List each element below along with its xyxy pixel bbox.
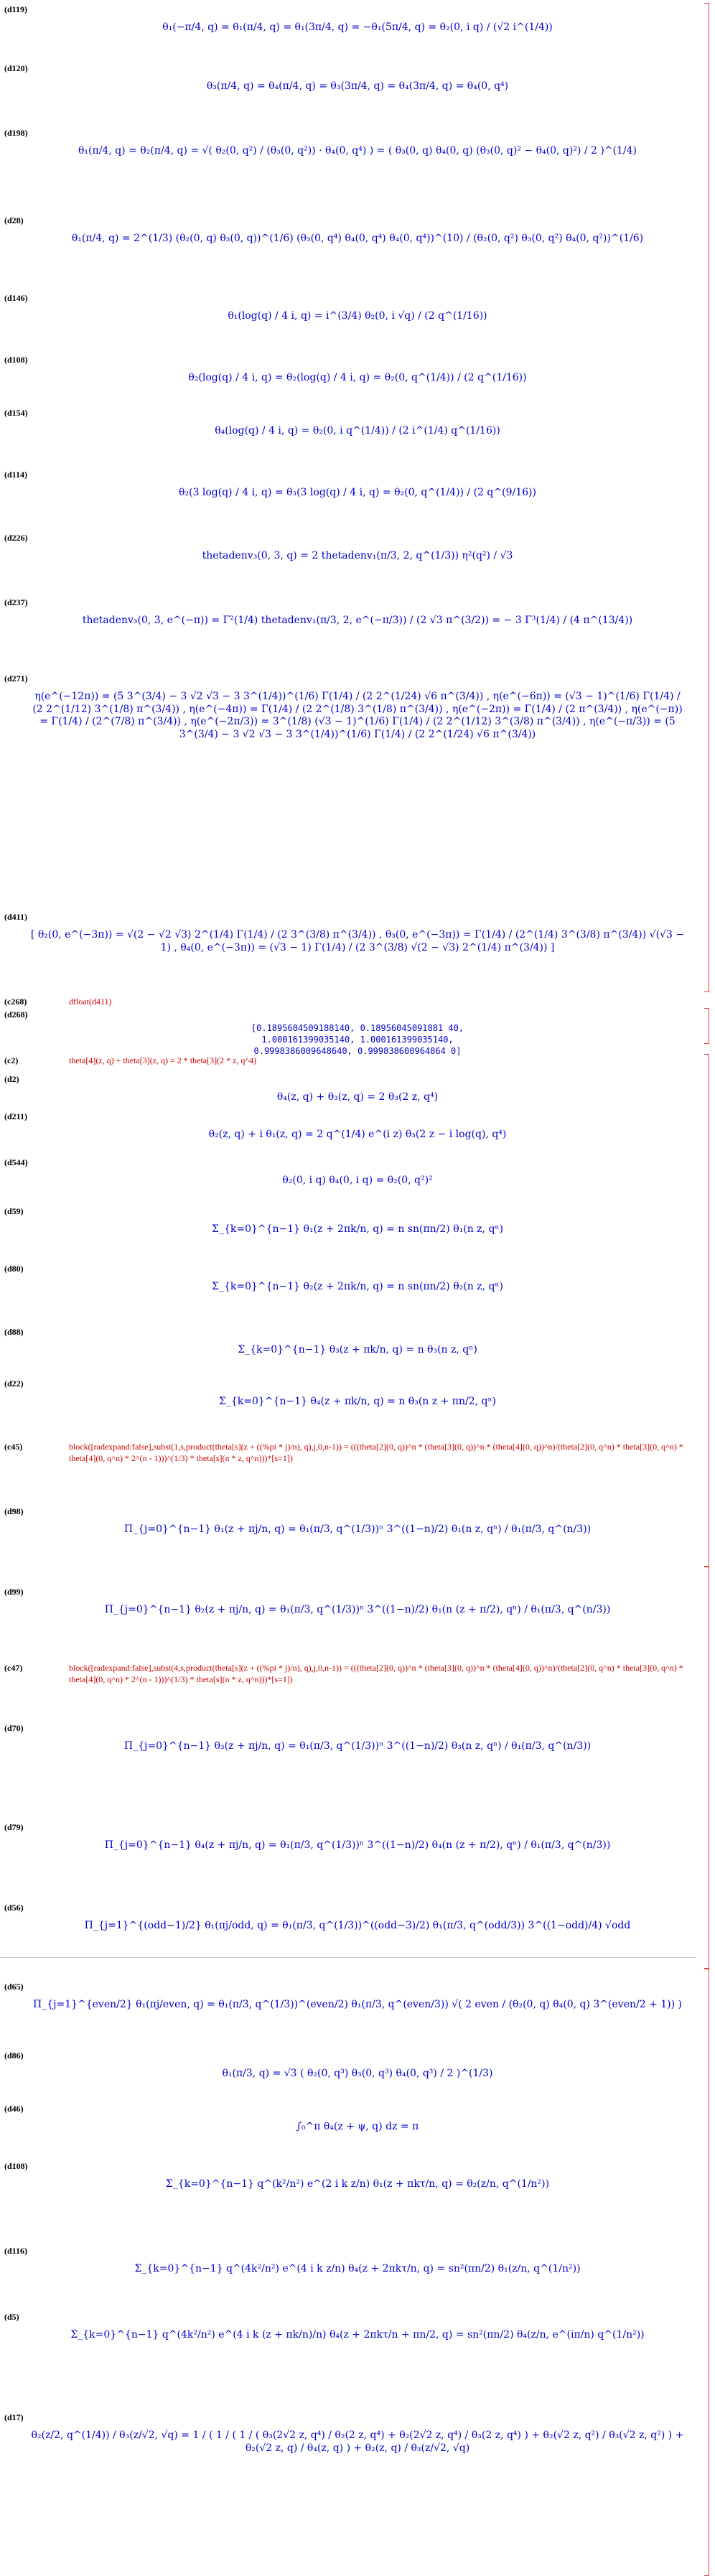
formula: ∫₀^π θ₄(z + ψ, q) dz = π [296,2121,419,2132]
line-label: (d119) [4,4,28,14]
input-line[interactable]: theta[4](z, q) + theta[3](z, q) = 2 * theta[3](2 * z, q^4) [69,1055,257,1065]
line-label: (c47) [4,1663,23,1673]
line-label: (d120) [4,63,28,73]
formula: Π_{j=0}^{n−1} θ₄(z + πj/n, q) = θ₁(π/3, q^(1/3))ⁿ 3^((1−n)/2) θ₄(n (z + π/2), qⁿ) / θ₁(π/3, q^(n/3)) [104,1839,611,1851]
line-label: (d108) [4,2161,28,2171]
output-list-line: 0.9998386009648640, 0.999838600964864 0] [253,1046,462,1057]
formula: Σ_{k=0}^{n−1} q^(4k²/n²) e^(4 i k (z + πk/n)/n) θ₄(z + 2πkτ/n + πn/2, q) = sn²(πn/2) θ₄(z/n, e^(iπ/n) q^(1/n²)) [70,2329,645,2341]
line-label: (d88) [4,1327,24,1337]
formula: thetadenv₃(0, 3, e^(−π)) = Γ²(1/4) thetadenv₁(π/3, 2, e^(−π/3)) / (2 √3 π^(3/2)) = − 3 Γ³(1/4) / (4 π^(13/4)) [82,615,633,626]
cell-bracket[interactable] [704,3,709,992]
formula: η(e^(−12π)) = (5 3^(3/4) − 3 √2 √3 − 3 3^(1/4))^(1/6) Γ(1/4) / (2 2^(1/24) √6 π^(3/4)) , η(e^(−6π)) = (√3 − 1)^(1/6) Γ(1/4) / (2 2^(1/12) 3^(1/8) π^(3/4)) , η(e^(−4π)) = Γ(1/4) / (2 2^(1/8) 3^(1/8) π^(3/4)) , η(e^(−2π)) = Γ(1/4) / (2 π^(3/4)) , η(e^(−π)) = Γ(1/4) / (2^(7/8) π^(3/4)) , η(e^(−2π/3)) = 3^(1/8) (√3 − 1)^(1/6) Γ(1/4) / (2 2^(1/12) 3^(3/8) π^(3/4)) , η(e^(−π/3)) = (5 3^(3/4) − 3 √2 √3 − 3 3^(1/4))^(1/6) Γ(1/4) / (2 2^(1/24) √6 π^(3/4)) [32,691,683,740]
input-line[interactable]: dfloat(d411) [69,997,112,1007]
formula: thetadenv₃(0, 3, q) = 2 thetadenv₁(π/3, 2, q^(1/3)) η²(q²) / √3 [202,550,513,561]
formula: Π_{j=1}^{even/2} θ₁(πj/even, q) = θ₁(π/3, q^(1/3))^(even/2) θ₁(π/3, q^(even/3)) √( 2 even / (θ₂(0, q) θ₄(0, q) 3^(even/2 + 1)) ) [33,1999,682,2010]
cell-bracket[interactable] [704,1969,709,2576]
line-label: (d28) [4,215,24,225]
line-label: (d108) [4,355,28,365]
cell-bracket[interactable] [704,1567,709,1969]
formula: Σ_{k=0}^{n−1} θ₄(z + πk/n, q) = n θ₃(n z + πn/2, qⁿ) [218,1396,497,1407]
line-label: (c45) [4,1442,23,1452]
formula: θ₂(z/2, q^(1/4)) / θ₃(z/√2, √q) = 1 / ( 1 / ( 1 / ( θ₃(2√2 z, q⁴) / θ₂(2 z, q⁴) + θ₂(2√2 z, q⁴) / θ₃(2 z, q⁴) ) + θ₂(√2 z, q²) / θ₃(√2 z, q²) ) + θ₂(√2 z, q) / θ₄(z, q) ) + θ₂(z, q) / θ₃(z/√2, √q) [31,2430,684,2454]
line-label: (c2) [4,1055,19,1065]
line-label: (d116) [4,2246,28,2256]
formula: θ₁(π/4, q) = θ₂(π/4, q) = √( θ₂(0, q²) / (θ₃(0, q²)) · θ₄(0, q⁴) ) = ( θ₃(0, q) θ₄(0, q) (θ₃(0, q)² − θ₄(0, q)²) / 2 )^(1/4) [78,145,637,157]
formula: [ θ₂(0, e^(−3π)) = √(2 − √2 √3) 2^(1/4) Γ(1/4) / (2 3^(3/8) π^(3/4)) , θ₃(0, e^(−3π)) = Γ(1/4) / (2^(1/4) 3^(3/8) π^(3/4)) √(√3 − 1) , θ₄(0, e^(−3π)) = (√3 − 1) Γ(1/4) / (2 3^(3/8) √(2 − √3) 2^(1/4) π^(3/4)) ] [30,929,685,953]
input-line[interactable]: block([radexpand:false],subst(4,s,product(theta[s](z + ((%pi * j)/n), q),j,0,n-1)) = (((theta[2](0, q))^n * (theta[3](0, q))^n * (theta[4](0, q))^n)/(theta[2](0, q^n) * theta[3](0, q^n) * theta[4](0, q^n) * 2^(n - 1)))^(1/3) * theta[s](n * z, q^n)))*[s=1]) [69,1663,683,1684]
line-label: (d59) [4,1206,24,1216]
line-label: (d22) [4,1378,24,1389]
formula: θ₂(z, q) + i θ₁(z, q) = 2 q^(1/4) e^(i z) θ₃(2 z − i log(q), q⁴) [208,1129,507,1140]
line-label: (d2) [4,1074,19,1084]
formula: Σ_{k=0}^{n−1} θ₃(z + πk/n, q) = n θ₃(n z, qⁿ) [238,1344,477,1355]
line-label: (d114) [4,470,28,480]
cell-bracket[interactable] [704,1008,709,1044]
input-line[interactable]: block([radexpand:false],subst(1,s,product(theta[s](z + ((%pi * j)/n), q),j,0,n-1)) = (((theta[2](0, q))^n * (theta[3](0, q))^n * (theta[4](0, q))^n)/(theta[2](0, q^n) * theta[3](0, q^n) * theta[4](0, q^n) * 2^(n - 1)))^(1/3) * theta[s](n * z, q^n)))*[s=1]) [69,1442,683,1463]
line-label: (d46) [4,2104,24,2114]
line-label: (d544) [4,1157,28,1167]
formula: Σ_{k=0}^{n−1} θ₁(z + 2πk/n, q) = n sn(πn/2) θ₁(n z, qⁿ) [212,1223,503,1235]
output-list [0,1022,715,1058]
formula: Σ_{k=0}^{n−1} q^(k²/n²) e^(2 i k z/n) θ₁(z + πkτ/n, q) = θ₂(z/n, q^(1/n²)) [165,2178,550,2190]
line-label: (d237) [4,597,28,607]
formula: θ₂(log(q) / 4 i, q) = θ₂(log(q) / 4 i, q) = θ₂(0, q^(1/4)) / (2 q^(1/16)) [188,372,527,383]
line-label: (d65) [4,1982,24,1992]
line-label: (d98) [4,1506,24,1516]
formula: θ₁(π/4, q) = 2^(1/3) (θ₂(0, q) θ₃(0, q))^(1/6) (θ₃(0, q⁴) θ₄(0, q⁴) θ₄(0, q⁴))^(10) / (θ₂(0, q²) θ₃(0, q²) θ₄(0, q²))^(1/6) [71,233,644,244]
line-label: (d268) [4,1009,28,1019]
line-label: (d198) [4,128,28,138]
formula: θ₁(−π/4, q) = θ₁(π/4, q) = θ₁(3π/4, q) = −θ₁(5π/4, q) = θ₂(0, i q) / (√2 i^(1/4)) [162,22,553,33]
output-list-line: 1.000161399035140, 1.000161399035140, [261,1035,454,1045]
formula: Π_{j=0}^{n−1} θ₁(z + πj/n, q) = θ₁(π/3, q^(1/3))ⁿ 3^((1−n)/2) θ₁(n z, qⁿ) / θ₁(π/3, q^(n/3)) [123,1523,592,1535]
formula: θ₂(0, i q) θ₄(0, i q) = θ₂(0, q²)² [282,1175,433,1186]
line-label: (d79) [4,1822,24,1832]
line-label: (d271) [4,673,28,683]
formula: Π_{j=0}^{n−1} θ₃(z + πj/n, q) = θ₁(π/3, q^(1/3))ⁿ 3^((1−n)/2) θ₃(n z, qⁿ) / θ₁(π/3, q^(n/3)) [123,1740,592,1752]
line-label: (d226) [4,533,28,543]
formula: Σ_{k=0}^{n−1} q^(4k²/n²) e^(4 i k z/n) θ₄(z + 2πkτ/n, q) = sn²(πn/2) θ₁(z/n, q^(1/n²)) [134,2263,581,2274]
formula: Π_{j=0}^{n−1} θ₂(z + πj/n, q) = θ₁(π/3, q^(1/3))ⁿ 3^((1−n)/2) θ₁(n (z + π/2), qⁿ) / θ₁(π/3, q^(n/3)) [104,1604,611,1615]
output-list-line: [0.1895604509188140, 0.18956045091881 40, [251,1023,464,1033]
formula: θ₃(π/4, q) = θ₄(π/4, q) = θ₃(3π/4, q) = θ₄(3π/4, q) = θ₄(0, q⁴) [206,80,509,92]
line-label: (d5) [4,2312,19,2322]
formula: Π_{j=1}^{(odd−1)/2} θ₁(πj/odd, q) = θ₁(π/3, q^(1/3))^((odd−3)/2) θ₁(π/3, q^(odd/3)) 3^((1−odd)/4) √odd [84,1920,631,1931]
line-label: (c268) [4,997,27,1007]
formula: Σ_{k=0}^{n−1} θ₂(z + 2πk/n, q) = n sn(πn/2) θ₂(n z, qⁿ) [212,1281,503,1292]
line-label: (d411) [4,912,28,922]
line-label: (d86) [4,2050,24,2061]
line-label: (d154) [4,408,28,418]
formula: θ₂(3 log(q) / 4 i, q) = θ₃(3 log(q) / 4 i, q) = θ₂(0, q^(1/4)) / (2 q^(9/16)) [179,487,536,498]
formula: θ₁(π/3, q) = √3 ( θ₂(0, q³) θ₃(0, q³) θ₄(0, q³) / 2 )^(1/3) [222,2068,493,2079]
line-label: (d56) [4,1903,24,1913]
line-label: (d70) [4,1723,24,1733]
line-label: (d211) [4,1111,28,1121]
formula: θ₁(log(q) / 4 i, q) = i^(3/4) θ₂(0, i √q) / (2 q^(1/16)) [228,310,487,322]
formula: θ₄(z, q) + θ₃(z, q) = 2 θ₃(2 z, q⁴) [276,1091,439,1103]
formula: θ₄(log(q) / 4 i, q) = θ₂(0, i q^(1/4)) / (2 i^(1/4) q^(1/16)) [215,425,500,437]
cell-separator [0,1957,696,1958]
line-label: (d99) [4,1587,24,1597]
line-label: (d146) [4,293,28,303]
line-label: (d17) [4,2412,24,2422]
line-label: (d80) [4,1264,24,1274]
cell-bracket[interactable] [704,1054,709,1567]
